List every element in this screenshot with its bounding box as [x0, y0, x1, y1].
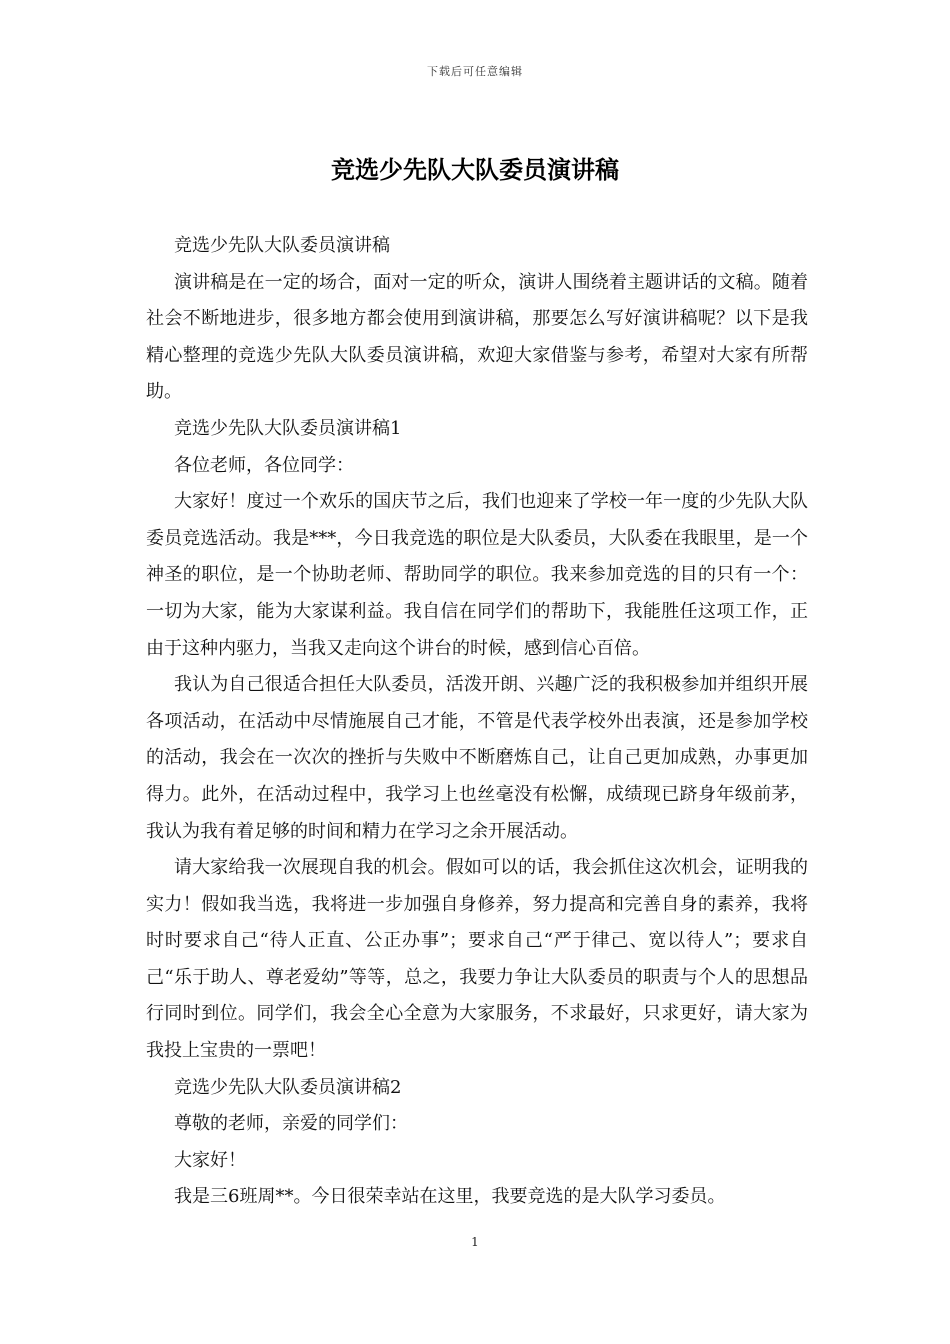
document-title: 竞选少先队大队委员演讲稿 — [331, 155, 619, 184]
paragraph-greeting-1: 各位老师，各位同学： — [174, 454, 354, 476]
paragraph-hello: 大家好！ — [174, 1149, 246, 1171]
paragraph-self-intro: 我是三6班周**。今日很荣幸站在这里，我要竞选的是大队学习委员。 — [174, 1186, 726, 1208]
paragraph-body-3: 请大家给我一次展现自我的机会。假如可以的话，我会抓住这次机会，证明我的实力！假如我当选，我将进一步加强自身修养，努力提高和完善自身的素养，我将时时要求自己“待人正直、公正办事”；要求自己“严于律己、宽以待人”；要求自己“乐于助人、尊老爱幼”等等，总之，我要力争让大队委员的职责与个人的思想品行同时到位。同学们，我会全心全意为大家服务，不求最好，只求更好，请大家为我投上宝贵的一票吧！ — [146, 857, 808, 1062]
header-note: 下载后可任意编辑 — [427, 65, 523, 78]
paragraph-section-1-heading: 竞选少先队大队委员演讲稿1 — [174, 417, 402, 439]
paragraph-body-2: 我认为自己很适合担任大队委员，活泼开朗、兴趣广泛的我积极参加并组织开展各项活动，在活动中尽情施展自己才能，不管是代表学校外出表演，还是参加学校的活动，我会在一次次的挫折与失败中不断磨炼自己，让自己更加成熟，办事更加得力。此外，在活动过程中，我学习上也丝毫没有松懈，成绩现已跻身年级前茅，我认为我有着足够的时间和精力在学习之余开展活动。 — [146, 674, 808, 842]
paragraph-intro: 演讲稿是在一定的场合，面对一定的听众，演讲人围绕着主题讲话的文稿。随着社会不断地进步，很多地方都会使用到演讲稿，那要怎么写好演讲稿呢？以下是我精心整理的竞选少先队大队委员演讲稿，欢迎大家借鉴与参考，希望对大家有所帮助。 — [146, 271, 808, 403]
paragraph-heading: 竞选少先队大队委员演讲稿 — [174, 235, 390, 256]
paragraph-body-1: 大家好！度过一个欢乐的国庆节之后，我们也迎来了学校一年一度的少先队大队委员竞选活动。我是***，今日我竞选的职位是大队委员，大队委在我眼里，是一个神圣的职位，是一个协助老师、帮助同学的职位。我来参加竞选的目的只有一个：一切为大家，能为大家谋利益。我自信在同学们的帮助下，我能胜任这项工作，正由于这种内驱力，当我又走向这个讲台的时候，感到信心百倍。 — [146, 491, 808, 659]
document-body — [146, 228, 808, 1216]
paragraph-section-2-heading: 竞选少先队大队委员演讲稿2 — [174, 1076, 402, 1098]
page-number: 1 — [471, 1235, 479, 1249]
paragraph-greeting-2: 尊敬的老师，亲爱的同学们： — [174, 1113, 408, 1135]
